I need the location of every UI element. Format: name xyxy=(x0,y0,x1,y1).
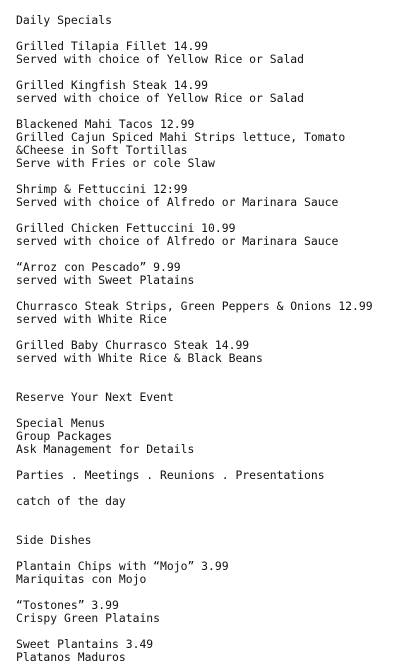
special-item-title: “Arroz con Pescado” 9.99 xyxy=(16,260,181,274)
special-item xyxy=(16,79,402,105)
events-line: Special Menus xyxy=(16,416,106,430)
special-item xyxy=(16,222,402,248)
side-dish-item xyxy=(16,599,402,625)
side-dish-title: “Tostones” 3.99 xyxy=(16,598,119,612)
menu-page xyxy=(16,14,402,664)
special-item xyxy=(16,339,402,365)
side-dish-title: Plantain Chips with “Mojo” 3.99 xyxy=(16,559,229,573)
special-item-description: served with White Rice xyxy=(16,312,167,326)
special-item xyxy=(16,40,402,66)
special-item xyxy=(16,118,402,170)
event-types: Parties . Meetings . Reunions . Presentations xyxy=(16,468,325,482)
special-item-description: Served with choice of Alfredo or Marinara Sauce xyxy=(16,195,339,209)
catch-of-the-day: catch of the day xyxy=(16,494,126,508)
events-heading: Reserve Your Next Event xyxy=(16,390,174,404)
side-dish-description: Mariquitas con Mojo xyxy=(16,572,147,586)
events-line: Group Packages xyxy=(16,429,113,443)
special-item-description: served with White Rice & Black Beans xyxy=(16,351,263,365)
special-item-title: Blackened Mahi Tacos 12.99 xyxy=(16,117,195,131)
special-item xyxy=(16,183,402,209)
side-dish-item xyxy=(16,638,402,664)
special-item-title: Churrasco Steak Strips, Green Peppers & Onions 12.99 xyxy=(16,299,373,313)
special-item xyxy=(16,300,402,326)
special-item xyxy=(16,261,402,287)
side-dish-item xyxy=(16,560,402,586)
special-item-description: Served with choice of Yellow Rice or Salad xyxy=(16,52,305,66)
events-line: Ask Management for Details xyxy=(16,442,195,456)
daily-specials-heading: Daily Specials xyxy=(16,13,113,27)
special-item-title: Shrimp & Fettuccini 12:99 xyxy=(16,182,188,196)
side-dish-title: Sweet Plantains 3.49 xyxy=(16,637,154,651)
special-item-title: Grilled Tilapia Fillet 14.99 xyxy=(16,39,209,53)
side-dish-description: Crispy Green Platains xyxy=(16,611,161,625)
special-item-description: &Cheese in Soft Tortillas xyxy=(16,143,188,157)
special-item-title: Grilled Baby Churrasco Steak 14.99 xyxy=(16,338,250,352)
special-item-title: Grilled Chicken Fettuccini 10.99 xyxy=(16,221,236,235)
side-dish-description: Platanos Maduros xyxy=(16,650,126,664)
side-dishes-heading: Side Dishes xyxy=(16,533,92,547)
special-item-description: served with choice of Yellow Rice or Salad xyxy=(16,91,305,105)
special-item-description: Grilled Cajun Spiced Mahi Strips lettuce, Tomato xyxy=(16,130,346,144)
special-item-description: served with choice of Alfredo or Marinara Sauce xyxy=(16,234,339,248)
special-item-description: served with Sweet Platains xyxy=(16,273,195,287)
special-item-title: Grilled Kingfish Steak 14.99 xyxy=(16,78,209,92)
special-item-description: Serve with Fries or cole Slaw xyxy=(16,156,215,170)
